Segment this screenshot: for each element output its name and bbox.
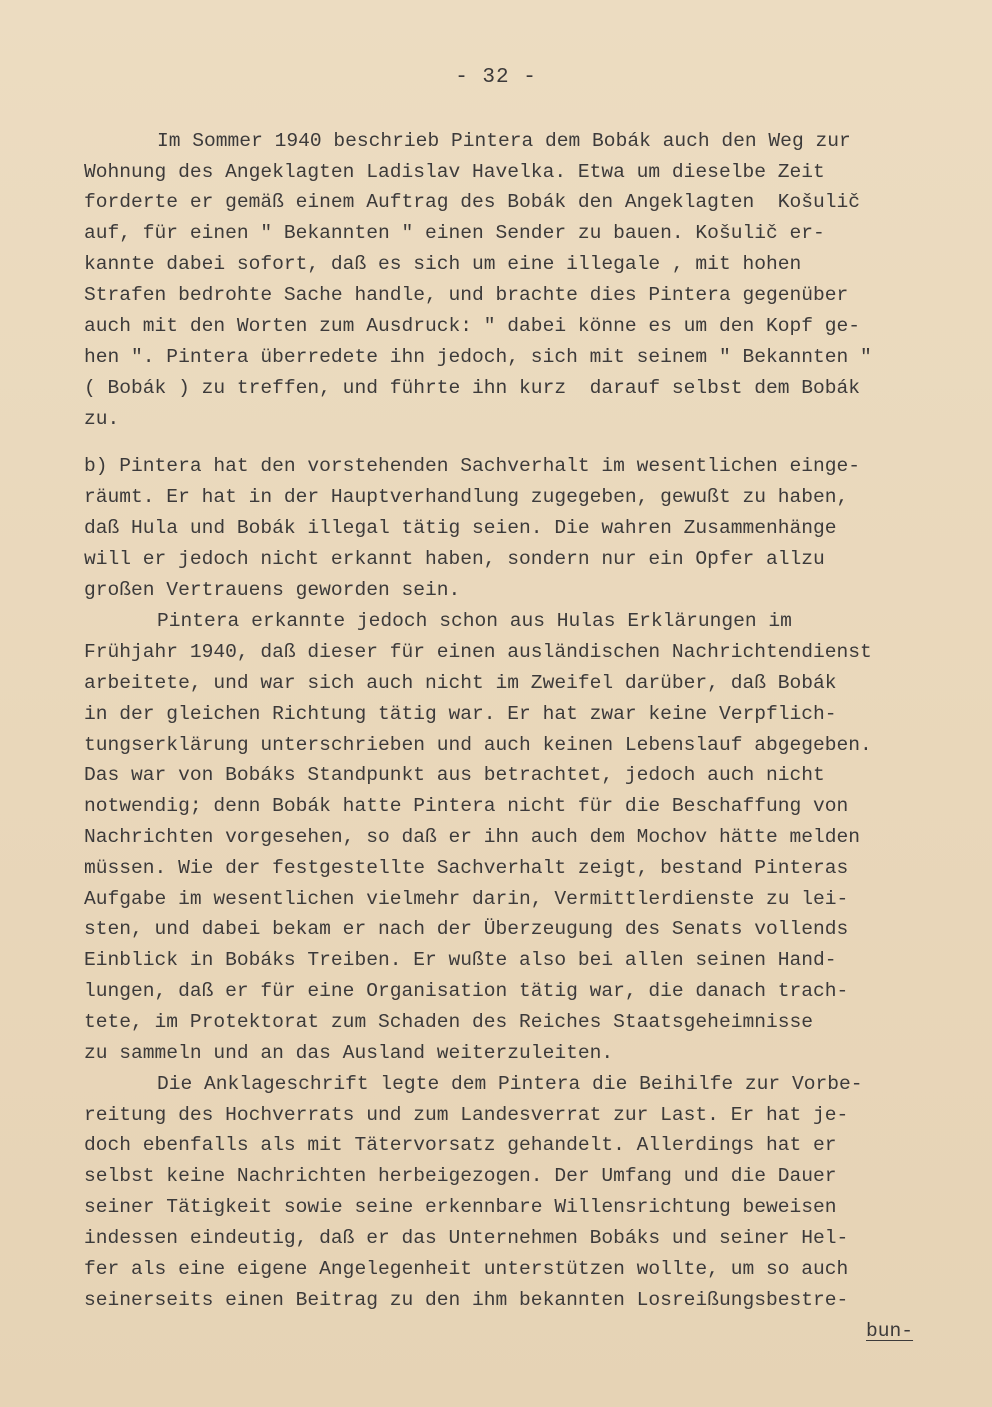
catchword: bun- [866, 1320, 914, 1342]
text-line: doch ebenfalls als mit Tätervorsatz gehandelt. Allerdings hat er [84, 1134, 837, 1156]
text-line: Einblick in Bobáks Treiben. Er wußte also bei allen seinen Hand- [84, 949, 837, 971]
text-line: reitung des Hochverrats und zum Landesverrat zur Last. Er hat je- [84, 1104, 849, 1126]
text-line: tete, im Protektorat zum Schaden des Reiches Staatsgeheimnisse [84, 1011, 814, 1033]
text-line: Frühjahr 1940, daß dieser für einen ausländischen Nachrichtendienst [84, 641, 872, 663]
text-line: tungserklärung unterschrieben und auch keinen Lebenslauf abgegeben. [84, 734, 872, 756]
text-line: zu sammeln und an das Ausland weiterzuleiten. [84, 1042, 614, 1064]
text-line: seinerseits einen Beitrag zu den ihm bekannten Losreißungsbestre- [84, 1289, 849, 1311]
text-line: daß Hula und Bobák illegal tätig seien. Die wahren Zusammenhänge [84, 517, 837, 539]
text-line: kannte dabei sofort, daß es sich um eine illegale , mit hohen [84, 253, 802, 275]
text-line: auch mit den Worten zum Ausdruck: " dabei könne es um den Kopf ge- [84, 315, 861, 337]
text-line: b) Pintera hat den vorstehenden Sachverhalt im wesentlichen einge- [84, 455, 861, 477]
page-number: - 32 - [455, 66, 537, 89]
text-line: Pintera erkannte jedoch schon aus Hulas Erklärungen im [157, 610, 792, 632]
text-line: ( Bobák ) zu treffen, und führte ihn kurz darauf selbst dem Bobák [84, 377, 861, 399]
text-line: lungen, daß er für eine Organisation tätig war, die danach trach- [84, 980, 849, 1002]
text-line: indessen eindeutig, daß er das Unternehmen Bobáks und seiner Hel- [84, 1227, 849, 1249]
text-line: Strafen bedrohte Sache handle, und brachte dies Pintera gegenüber [84, 284, 849, 306]
text-line: auf, für einen " Bekannten " einen Sender zu bauen. Košulič er- [84, 222, 825, 244]
text-line: räumt. Er hat in der Hauptverhandlung zugegeben, gewußt zu haben, [84, 486, 849, 508]
text-line: selbst keine Nachrichten herbeigezogen. Der Umfang und die Dauer [84, 1165, 837, 1187]
text-line: in der gleichen Richtung tätig war. Er hat zwar keine Verpflich- [84, 703, 837, 725]
text-line: Das war von Bobáks Standpunkt aus betrachtet, jedoch auch nicht [84, 764, 825, 786]
text-line: will er jedoch nicht erkannt haben, sondern nur ein Opfer allzu [84, 548, 825, 570]
text-line: Wohnung des Angeklagten Ladislav Havelka. Etwa um dieselbe Zeit [84, 161, 825, 183]
text-line: sten, und dabei bekam er nach der Überzeugung des Senats vollends [84, 918, 849, 940]
text-line: Im Sommer 1940 beschrieb Pintera dem Bobák auch den Weg zur [157, 130, 851, 152]
text-line: forderte er gemäß einem Auftrag des Bobák den Angeklagten Košulič [84, 191, 861, 213]
text-line: müssen. Wie der festgestellte Sachverhalt zeigt, bestand Pinteras [84, 857, 849, 879]
text-line: Nachrichten vorgesehen, so daß er ihn auch dem Mochov hätte melden [84, 826, 861, 848]
text-line: hen ". Pintera überredete ihn jedoch, sich mit seinem " Bekannten " [84, 346, 872, 368]
text-line: notwendig; denn Bobák hatte Pintera nicht für die Beschaffung von [84, 795, 849, 817]
text-line: arbeitete, und war sich auch nicht im Zweifel darüber, daß Bobák [84, 672, 837, 694]
text-line: Aufgabe im wesentlichen vielmehr darin, Vermittlerdienste zu lei- [84, 888, 849, 910]
text-line: seiner Tätigkeit sowie seine erkennbare Willensrichtung beweisen [84, 1196, 837, 1218]
text-line: Die Anklageschrift legte dem Pintera die Beihilfe zur Vorbe- [157, 1073, 863, 1095]
text-line: fer als eine eigene Angelegenheit unterstützen wollte, um so auch [84, 1258, 849, 1280]
text-line: zu. [84, 408, 120, 430]
text-line: großen Vertrauens geworden sein. [84, 579, 461, 601]
